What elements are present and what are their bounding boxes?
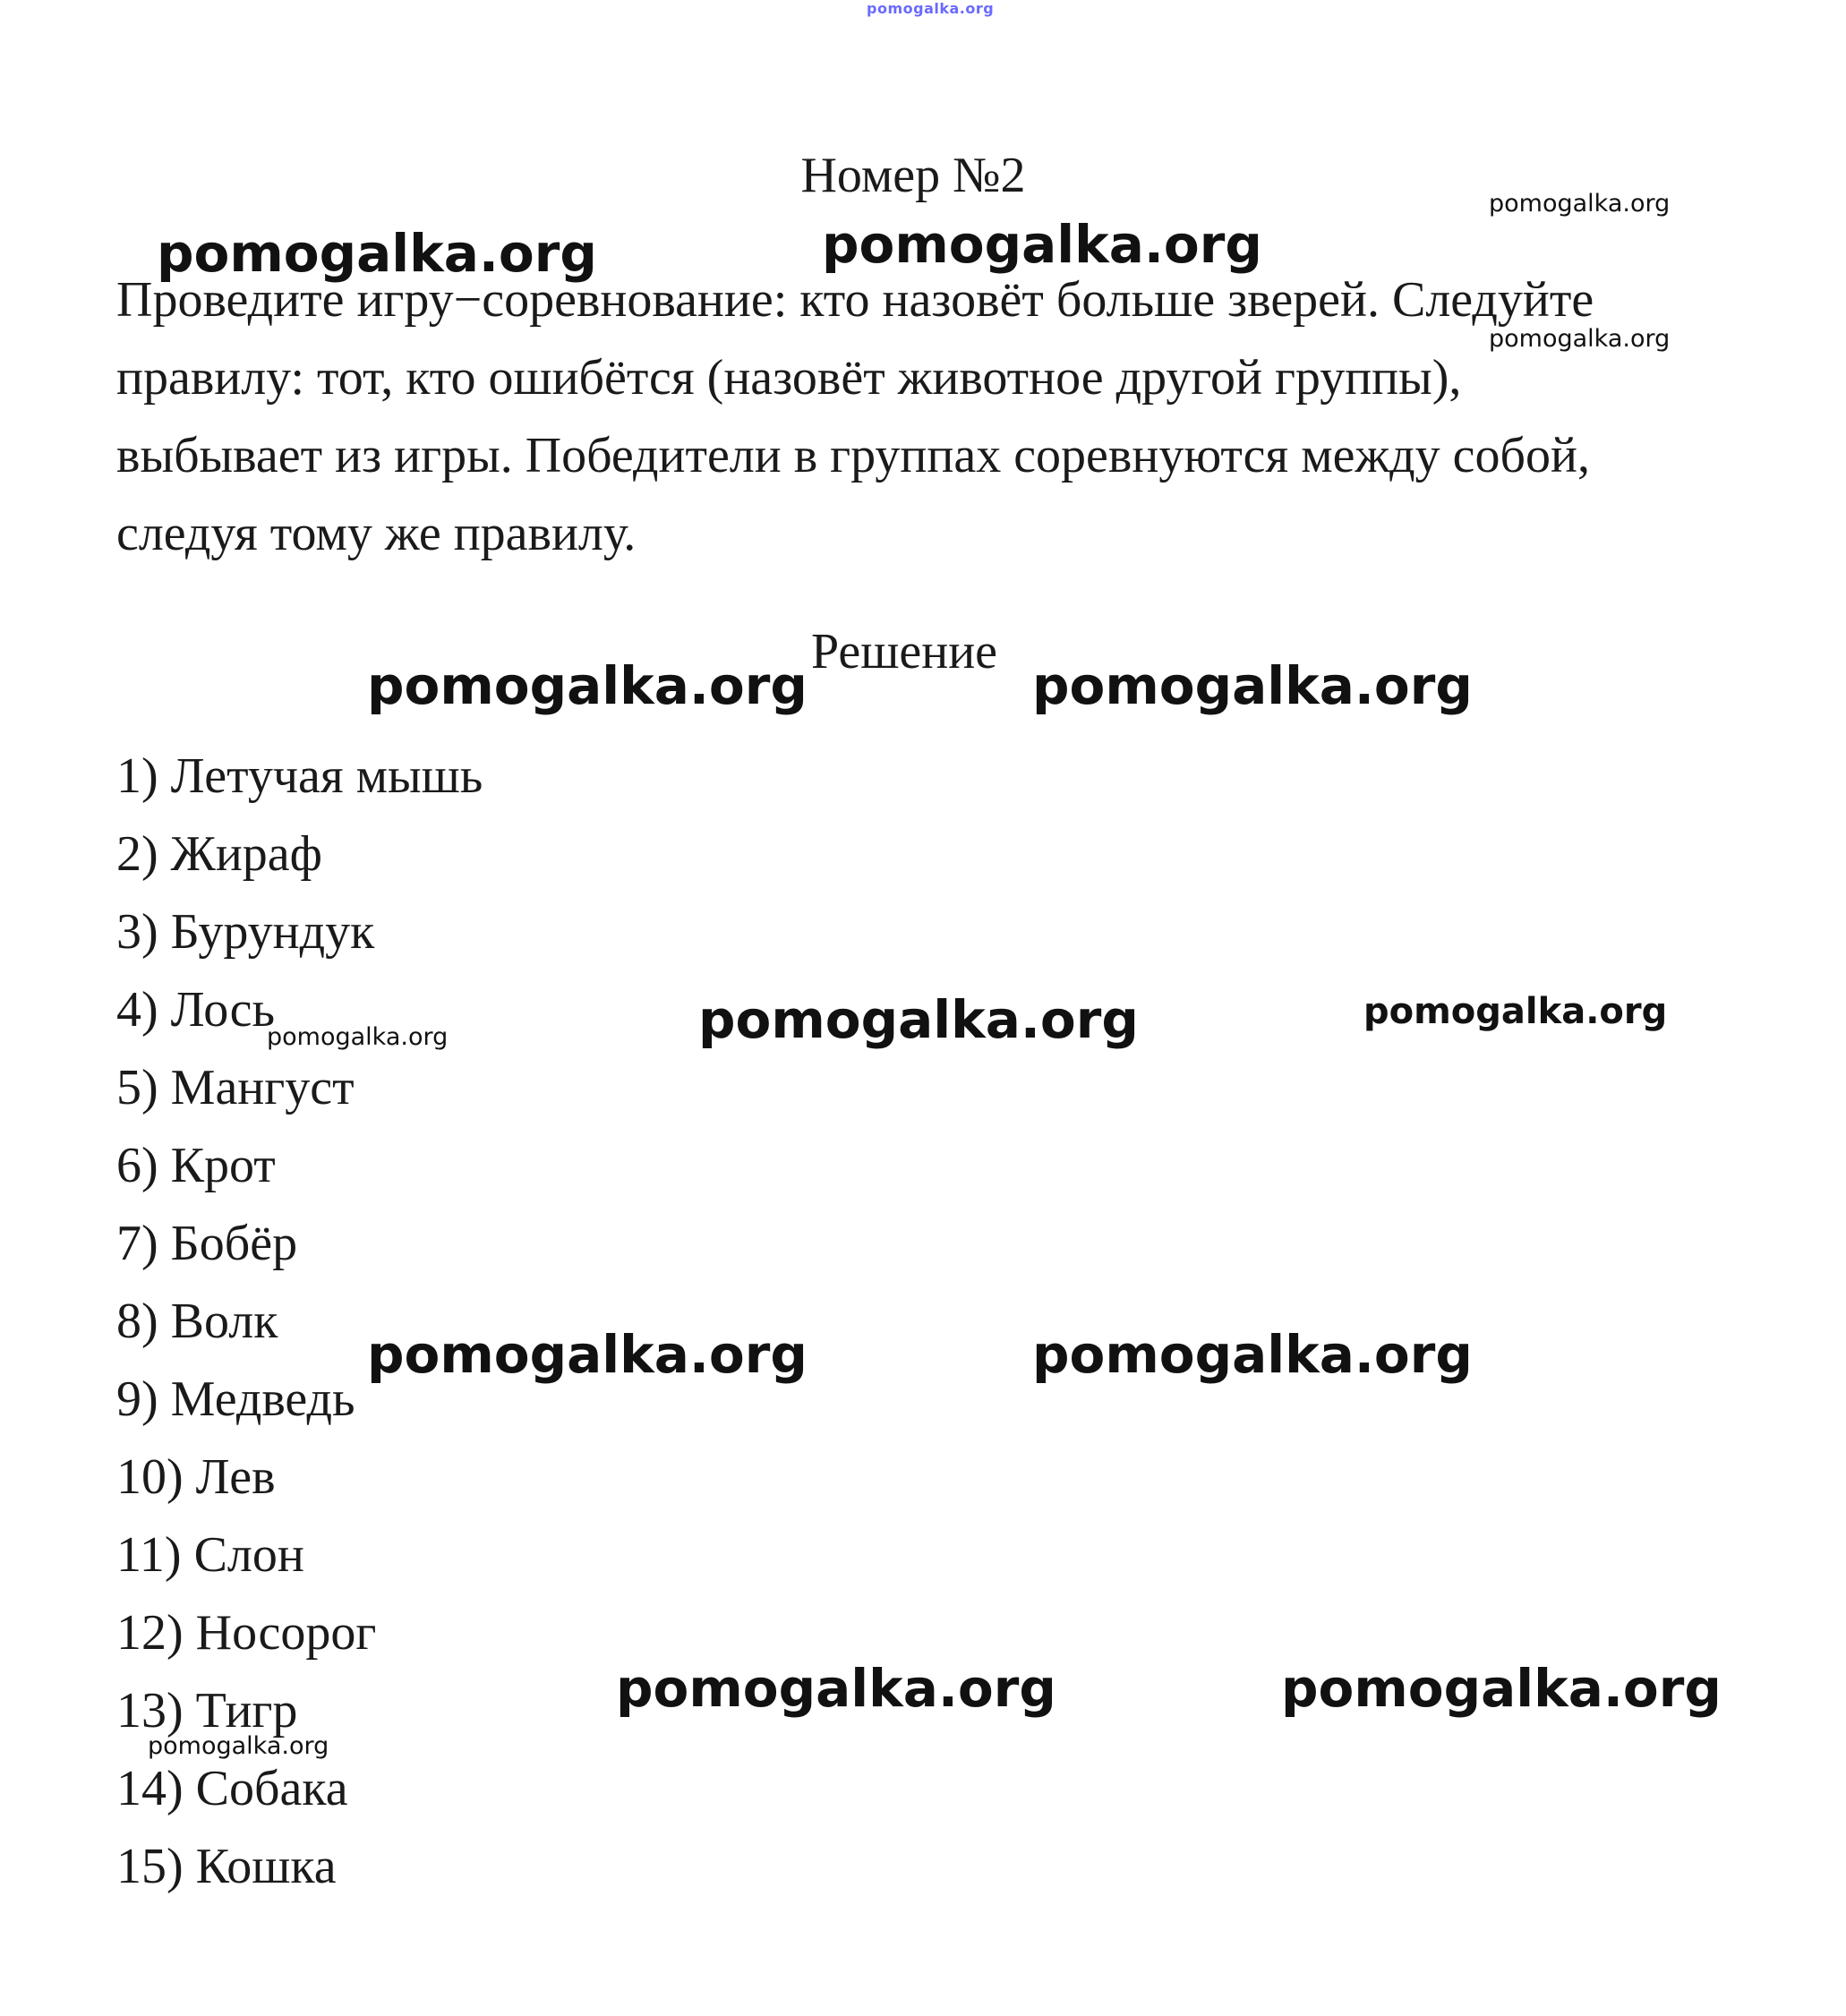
watermark-small-5: pomogalka.org [148, 1732, 329, 1760]
watermark-large-8: pomogalka.org [616, 1658, 1056, 1719]
watermark-small-1: pomogalka.org [1489, 190, 1671, 218]
watermark-small-4: pomogalka.org [267, 1023, 449, 1051]
list-item: 8) Волк [116, 1294, 278, 1349]
watermark-large-1: pomogalka.org [157, 223, 597, 284]
solution-heading: Решение [810, 624, 998, 679]
list-item: 3) Бурундук [116, 904, 375, 960]
task-line: правилу: тот, кто ошибётся (назовёт животное другой группы), [116, 350, 1462, 406]
page-title: Номер №2 [800, 148, 1026, 203]
list-item: 13) Тигр [116, 1683, 298, 1738]
watermark-large-2: pomogalka.org [822, 214, 1262, 275]
list-item: 4) Лось [116, 982, 276, 1038]
watermark-large-9: pomogalka.org [1281, 1658, 1722, 1719]
watermark-large-6: pomogalka.org [367, 1324, 808, 1385]
list-item: 6) Крот [116, 1138, 276, 1193]
watermark-large-7: pomogalka.org [1032, 1324, 1473, 1385]
task-line: выбывает из игры. Победители в группах соревнуются между собой, [116, 428, 1590, 483]
watermark-large-3: pomogalka.org [367, 655, 808, 716]
watermark-large-4: pomogalka.org [1032, 655, 1473, 716]
list-item: 9) Медведь [116, 1371, 355, 1427]
task-text [116, 261, 1594, 573]
list-item: 12) Носорог [116, 1605, 377, 1661]
list-item: 10) Лев [116, 1449, 276, 1505]
list-item: 15) Кошка [116, 1839, 337, 1894]
answer-list [116, 738, 483, 1906]
watermark-large-5: pomogalka.org [698, 989, 1139, 1050]
list-item: 2) Жираф [116, 826, 322, 882]
watermark-small-2: pomogalka.org [1489, 325, 1671, 353]
list-item: 7) Бобёр [116, 1216, 298, 1271]
list-item: 11) Слон [116, 1527, 304, 1583]
watermark-top-tiny: pomogalka.org [867, 0, 995, 17]
list-item: 1) Летучая мышь [116, 748, 483, 804]
task-line: следуя тому же правилу. [116, 506, 637, 561]
list-item: 14) Собака [116, 1761, 348, 1816]
watermark-small-3: pomogalka.org [1363, 991, 1668, 1032]
task-line: Проведите игру−соревнование: кто назовёт больше зверей. Следуйте [116, 272, 1594, 328]
list-item: 5) Мангуст [116, 1060, 355, 1115]
